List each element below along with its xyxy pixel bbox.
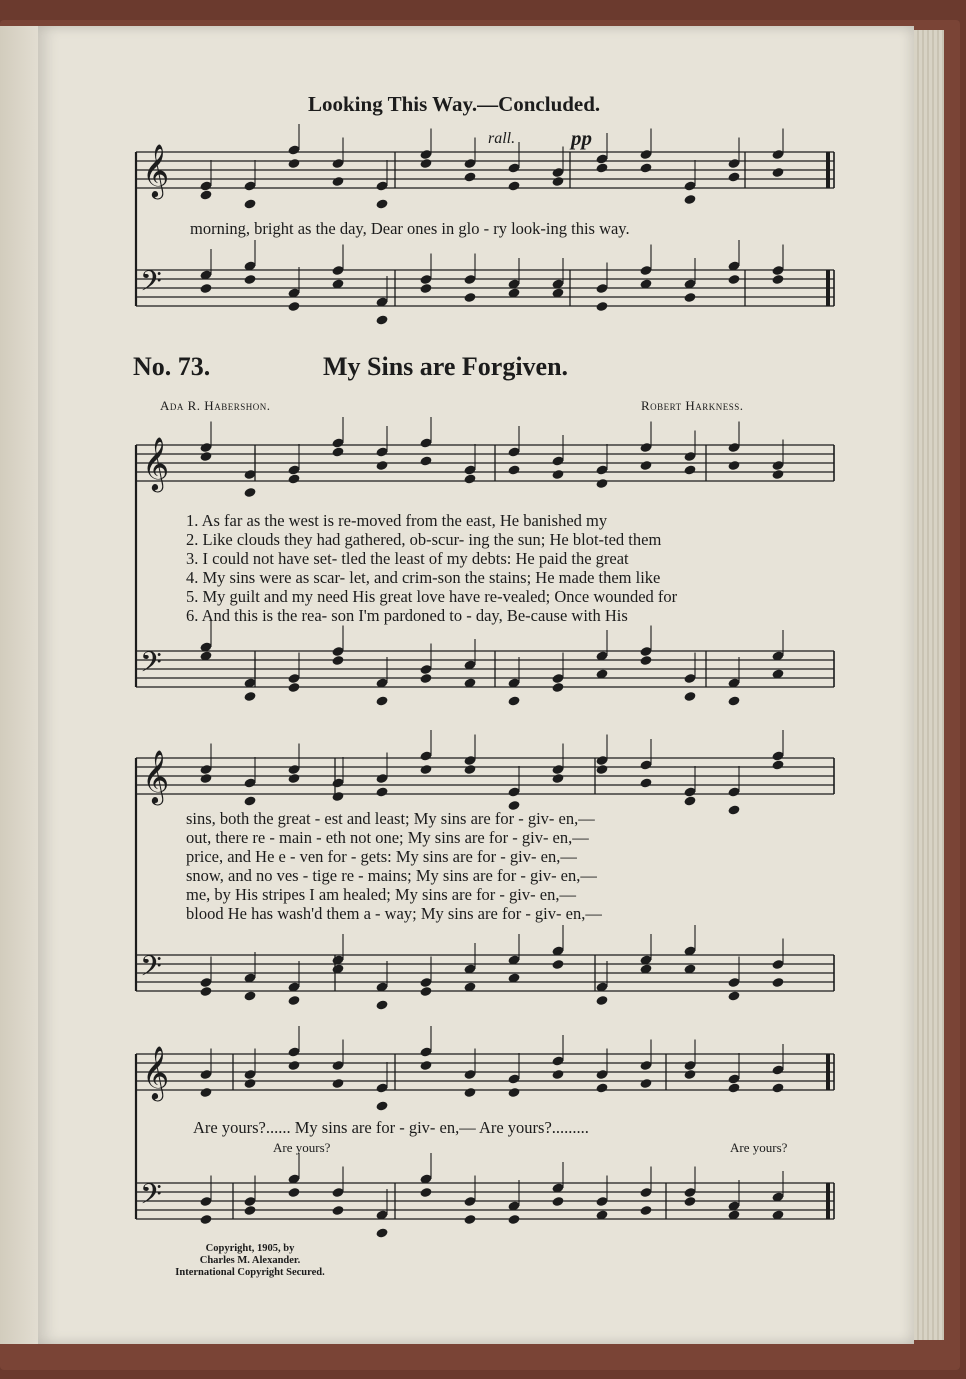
verse-5-line-1: 5. My guilt and my need His great love have re-vealed; Once wounded for bbox=[186, 587, 678, 606]
system-4-bass-note bbox=[507, 1214, 520, 1225]
refrain-echo-right: Are yours? bbox=[730, 1140, 788, 1155]
composer-credit: Robert Harkness. bbox=[641, 398, 744, 413]
system-4-treble-note bbox=[683, 1069, 696, 1080]
verse-3-line-1: 3. I could not have set- tled the least of my debts: He paid the great bbox=[186, 549, 629, 568]
system-1-bass-note bbox=[199, 283, 212, 294]
system-4-bass-note bbox=[419, 1187, 432, 1198]
system-2-bass-note bbox=[551, 682, 564, 693]
system-4-treble-note bbox=[639, 1078, 652, 1089]
system-4-treble-note bbox=[287, 1060, 300, 1071]
verse-3-line-2: price, and He e - ven for - gets: My sins are for - giv- en,— bbox=[186, 847, 577, 866]
system-2-treble-note bbox=[331, 446, 344, 457]
refrain-echo-left: Are yours? bbox=[273, 1140, 331, 1155]
system-4-treble-note bbox=[375, 1100, 388, 1111]
system-1-bass-note bbox=[463, 292, 476, 303]
system-2-bass-note bbox=[331, 655, 344, 666]
system-1-treble-clef-icon: 𝄞 bbox=[142, 143, 170, 197]
top-system-lyric: morning, bright as the day, Dear ones in glo - ry look-ing this way. bbox=[190, 219, 630, 238]
system-4-bass-note bbox=[243, 1205, 256, 1216]
system-1-treble-note bbox=[727, 171, 740, 182]
system-2-treble-note bbox=[551, 469, 564, 480]
system-3-treble-note bbox=[199, 773, 212, 784]
system-4-treble-note bbox=[463, 1087, 476, 1098]
system-4-treble-note bbox=[727, 1082, 740, 1093]
system-3-bass-note bbox=[375, 999, 388, 1010]
system-4-bass-note bbox=[683, 1196, 696, 1207]
system-2-bass-note bbox=[375, 695, 388, 706]
system-3-treble-note bbox=[771, 759, 784, 770]
system-3-bass-note bbox=[287, 995, 300, 1006]
system-4-bass-note bbox=[463, 1214, 476, 1225]
pianissimo-marking: pp bbox=[571, 126, 592, 150]
system-1-treble-note bbox=[419, 158, 432, 169]
system-1-bass-note bbox=[595, 301, 608, 312]
system-3-treble-note bbox=[375, 786, 388, 797]
system-1-treble-note bbox=[595, 162, 608, 173]
system-4-treble-note bbox=[507, 1087, 520, 1098]
system-1-treble-note bbox=[463, 171, 476, 182]
system-2-treble-clef-icon: 𝄞 bbox=[142, 436, 170, 490]
rall-marking: rall. bbox=[488, 130, 516, 147]
system-2-treble-note bbox=[199, 451, 212, 462]
system-3-bass-note bbox=[595, 995, 608, 1006]
system-3-bass-note bbox=[199, 986, 212, 997]
verse-4-line-2: snow, and no ves - tige re - mains; My sins are for - giv- en,— bbox=[186, 866, 597, 885]
system-1-treble-note bbox=[507, 180, 520, 191]
verse-2-line-1: 2. Like clouds they had gathered, ob-scur- ing the sun; He blot-ted them bbox=[186, 530, 662, 549]
system-2-bass-note bbox=[639, 655, 652, 666]
system-1-bass-note bbox=[243, 274, 256, 285]
system-3-treble-note bbox=[331, 791, 344, 802]
system-3-treble-note bbox=[243, 795, 256, 806]
system-4-treble-note bbox=[331, 1078, 344, 1089]
copyright-line-2: Charles M. Alexander. bbox=[199, 1255, 301, 1266]
system-1-bass-note bbox=[771, 274, 784, 285]
system-3-treble-note bbox=[287, 773, 300, 784]
system-4-bass-note bbox=[375, 1227, 388, 1238]
system-2-treble-note bbox=[243, 487, 256, 498]
system-3-treble-note bbox=[551, 773, 564, 784]
system-2-bass-clef-icon: 𝄢 bbox=[140, 646, 162, 686]
system-1-treble-note bbox=[331, 176, 344, 187]
verse-6-line-2: blood He has wash'd them a - way; My sins are for - giv- en,— bbox=[186, 904, 602, 923]
system-1-treble-note bbox=[551, 176, 564, 187]
verse-1-line-1: 1. As far as the west is re-moved from the east, He banished my bbox=[186, 511, 608, 530]
system-2-treble-note bbox=[463, 473, 476, 484]
system-3-bass-note bbox=[243, 990, 256, 1001]
system-1-treble-note bbox=[199, 189, 212, 200]
system-4-treble-note bbox=[771, 1082, 784, 1093]
system-1-treble-note bbox=[771, 167, 784, 178]
copyright-notice bbox=[150, 1243, 350, 1279]
system-2-treble-note bbox=[639, 460, 652, 471]
hymn-title: My Sins are Forgiven. bbox=[323, 352, 569, 381]
system-4-treble-note bbox=[595, 1082, 608, 1093]
system-3-treble-note bbox=[419, 764, 432, 775]
system-1-treble-note bbox=[639, 162, 652, 173]
system-2-treble-note bbox=[507, 464, 520, 475]
refrain-lyric: Are yours?...... My sins are for - giv- en,— Are yours?......... bbox=[193, 1118, 589, 1137]
system-3-treble-note bbox=[463, 764, 476, 775]
system-4-treble-note bbox=[419, 1060, 432, 1071]
system-1-bass-note bbox=[287, 301, 300, 312]
verse-2-line-2: out, there re - main - eth not one; My sins are for - giv- en,— bbox=[186, 828, 589, 847]
system-4-bass-note bbox=[639, 1205, 652, 1216]
copyright-line-3: International Copyright Secured. bbox=[175, 1267, 325, 1278]
system-3-treble-clef-icon: 𝄞 bbox=[142, 749, 170, 803]
continued-title: Looking This Way.—Concluded. bbox=[308, 92, 601, 116]
system-2-bass-note bbox=[419, 673, 432, 684]
system-2-treble-note bbox=[727, 460, 740, 471]
system-4-bass-note bbox=[551, 1196, 564, 1207]
system-3-treble-note bbox=[595, 764, 608, 775]
system-2-treble-note bbox=[595, 478, 608, 489]
verse-6-line-1: 6. And this is the rea- son I'm pardoned to - day, Be-cause with His bbox=[186, 606, 628, 625]
hymn-number: No. 73. bbox=[133, 352, 211, 381]
system-4-bass-note bbox=[287, 1187, 300, 1198]
verse-4-line-1: 4. My sins were as scar- let, and crim-son the stains; He made them like bbox=[186, 568, 661, 587]
author-credit: Ada R. Habershon. bbox=[160, 398, 271, 413]
system-3-bass-note bbox=[727, 990, 740, 1001]
system-4-bass-clef-icon: 𝄢 bbox=[140, 1178, 162, 1218]
system-1-bass-clef-icon: 𝄢 bbox=[140, 265, 162, 305]
system-1-bass-note bbox=[419, 283, 432, 294]
copyright-line-1: Copyright, 1905, by bbox=[205, 1243, 295, 1254]
system-2-bass-note bbox=[507, 695, 520, 706]
system-1-treble-note bbox=[243, 198, 256, 209]
system-2-treble-note bbox=[419, 455, 432, 466]
system-4-bass-note bbox=[199, 1214, 212, 1225]
system-3-treble-note bbox=[639, 777, 652, 788]
verse-1-line-2: sins, both the great - est and least; My sins are for - giv- en,— bbox=[186, 809, 595, 828]
system-3-treble-note bbox=[727, 804, 740, 815]
system-2-bass-note bbox=[287, 682, 300, 693]
system-2-treble-note bbox=[375, 460, 388, 471]
system-2-bass-note bbox=[683, 691, 696, 702]
system-1-treble-note bbox=[287, 158, 300, 169]
system-2-treble-note bbox=[771, 469, 784, 480]
system-3-bass-clef-icon: 𝄢 bbox=[140, 950, 162, 990]
system-3-treble-note bbox=[683, 795, 696, 806]
system-4-bass-note bbox=[331, 1205, 344, 1216]
system-1-treble-note bbox=[375, 198, 388, 209]
system-4-treble-note bbox=[243, 1078, 256, 1089]
system-1-bass-note bbox=[683, 292, 696, 303]
system-1-treble-note bbox=[683, 194, 696, 205]
system-3-bass-note bbox=[771, 977, 784, 988]
system-1-bass-note bbox=[375, 314, 388, 325]
system-3-bass-note bbox=[419, 986, 432, 997]
verse-5-line-2: me, by His stripes I am healed; My sins are for - giv- en,— bbox=[186, 885, 576, 904]
system-4-treble-note bbox=[199, 1087, 212, 1098]
system-1-bass-note bbox=[727, 274, 740, 285]
system-2-bass-note bbox=[243, 691, 256, 702]
system-2-bass-note bbox=[727, 695, 740, 706]
system-2-treble-note bbox=[287, 473, 300, 484]
system-2-treble-note bbox=[683, 464, 696, 475]
system-4-treble-clef-icon: 𝄞 bbox=[142, 1045, 170, 1099]
system-4-treble-note bbox=[551, 1069, 564, 1080]
system-3-bass-note bbox=[551, 959, 564, 970]
